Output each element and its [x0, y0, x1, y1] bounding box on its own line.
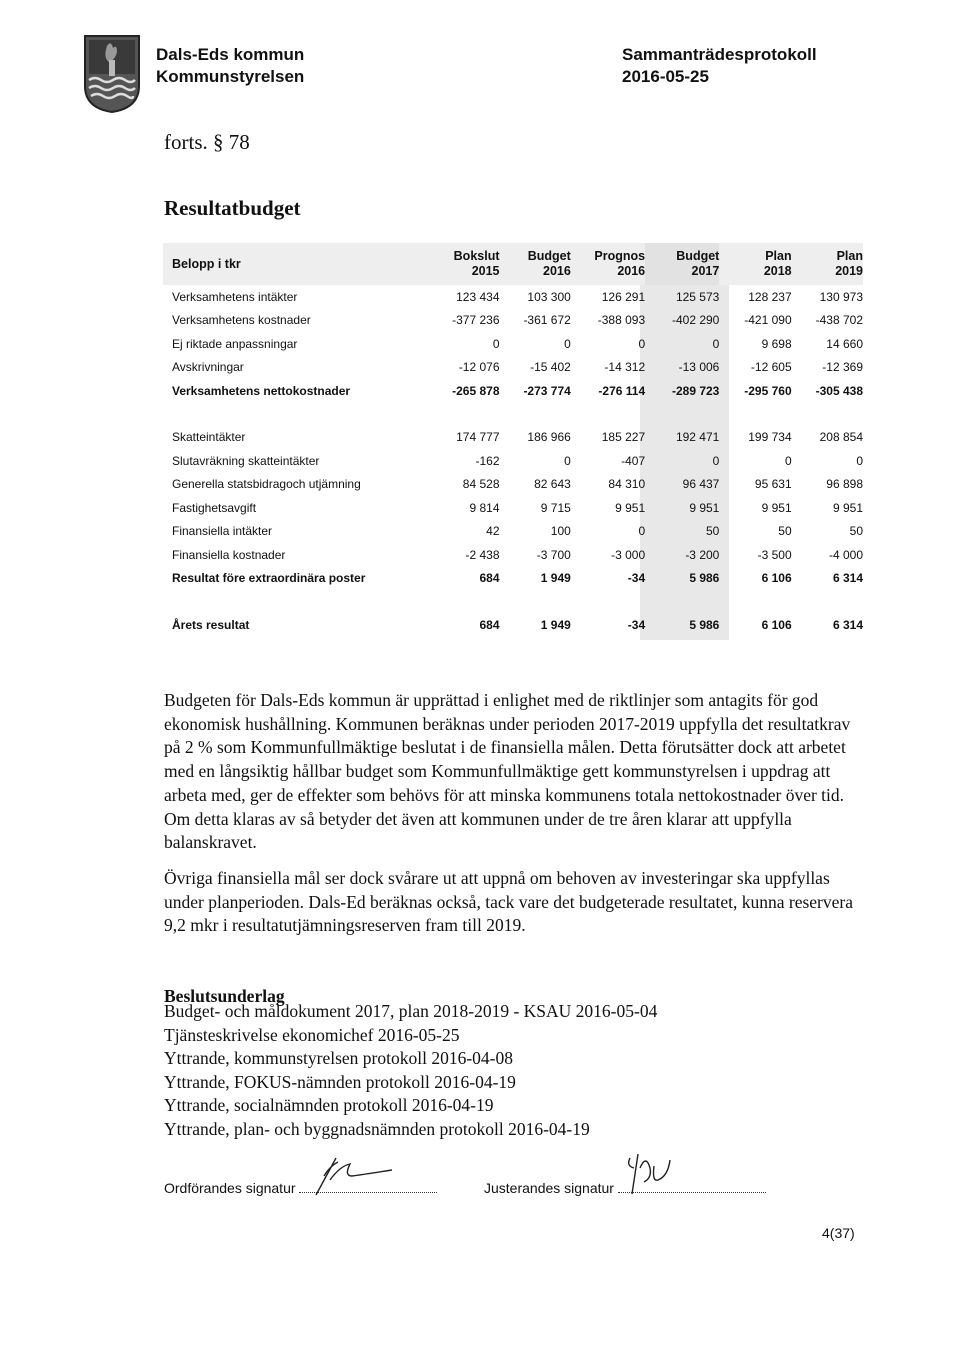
table-cell: -162: [475, 453, 500, 468]
table-row: [163, 332, 863, 356]
header-right: [622, 44, 817, 88]
table-cell: 0: [784, 453, 792, 468]
table-cell: 6 106: [761, 617, 792, 632]
row-label: Ej riktade anpassningar: [172, 336, 298, 351]
table-cell: -276 114: [598, 383, 646, 398]
table-spacer: [163, 403, 863, 426]
table-cell: 123 434: [456, 289, 500, 304]
table-row: [163, 449, 863, 473]
table-row: [163, 496, 863, 520]
budget-table: [163, 243, 863, 637]
table-group-operations: [163, 285, 863, 403]
column-header-label: Belopp i tkr: [172, 256, 241, 271]
table-cell: -14 312: [604, 360, 646, 375]
table-cell: -273 774: [523, 383, 571, 398]
table-cell: -438 702: [815, 313, 863, 328]
table-cell: 192 471: [675, 430, 720, 445]
table-cell: 84 310: [608, 477, 646, 492]
table-cell: 50: [778, 524, 792, 539]
row-label: Årets resultat: [172, 617, 250, 632]
table-cell: 0: [492, 336, 500, 351]
table-cell: 9 951: [615, 500, 646, 515]
table-cell: -12 369: [822, 360, 863, 375]
table-cell: 0: [856, 453, 863, 468]
table-cell: -361 672: [523, 313, 571, 328]
budget-table-container: [163, 243, 863, 637]
table-cell: -265 878: [452, 383, 500, 398]
table-cell: -377 236: [452, 313, 500, 328]
row-label: Slutavräkning skatteintäkter: [172, 453, 320, 468]
table-cell: 6 106: [761, 571, 792, 586]
meeting-date: 2016-05-25: [622, 67, 709, 86]
row-label: Finansiella kostnader: [172, 547, 286, 562]
table-cell: 128 237: [748, 289, 792, 304]
table-cell: 9 951: [689, 500, 720, 515]
beslutsunderlag-list: [164, 1000, 657, 1141]
table-group-result: [163, 613, 863, 637]
table-cell: 174 777: [456, 430, 500, 445]
row-label: Skatteintäkter: [172, 430, 246, 445]
table-cell: -289 723: [671, 383, 720, 398]
table-cell: 14 660: [826, 336, 863, 351]
table-cell: 684: [479, 617, 500, 632]
section-reference: forts. § 78: [164, 130, 250, 154]
column-header: Plan 2018: [763, 249, 792, 278]
table-cell: -34: [627, 617, 646, 632]
row-label: Verksamhetens intäkter: [172, 289, 298, 304]
table-cell: -12 605: [750, 360, 792, 375]
document-type: Sammanträdesprotokoll: [622, 45, 817, 64]
table-cell: 95 631: [754, 477, 792, 492]
table-cell: -305 438: [815, 383, 863, 398]
table-cell: 1 949: [540, 617, 571, 632]
list-item: Budget- och måldokument 2017, plan 2018-2019 - KSAU 2016-05-04: [164, 1001, 658, 1021]
table-row: [163, 426, 863, 450]
page-number: 4(37): [822, 1225, 855, 1241]
table-row: [163, 285, 863, 309]
table-cell: 208 854: [819, 430, 863, 445]
list-item: Tjänsteskrivelse ekonomichef 2016-05-25: [164, 1024, 460, 1045]
table-cell: -3 700: [536, 547, 571, 562]
table-cell: 96 437: [682, 477, 720, 492]
table-cell: 0: [712, 336, 720, 351]
table-row: [163, 543, 863, 567]
row-label: Verksamhetens kostnader: [172, 313, 311, 328]
row-label: Finansiella intäkter: [172, 524, 273, 539]
beslutsunderlag-heading: Beslutsunderlag: [164, 986, 285, 1006]
table-cell: 5 986: [689, 571, 720, 586]
table-cell: 9 951: [832, 500, 863, 515]
table-cell: 84 528: [462, 477, 500, 492]
table-cell: 9 715: [540, 500, 571, 515]
row-label: Resultat före extraordinära poster: [172, 571, 366, 586]
column-header: Plan 2019: [835, 249, 863, 278]
table-row: [163, 567, 863, 591]
table-cell: -3 500: [757, 547, 792, 562]
table-cell: 82 643: [534, 477, 571, 492]
table-cell: 125 573: [675, 289, 720, 304]
row-label: Fastighetsavgift: [172, 500, 257, 515]
municipality-coat-of-arms-icon: [83, 34, 141, 114]
table-cell: 1 949: [540, 571, 571, 586]
row-label: Avskrivningar: [172, 360, 244, 375]
table-cell: 9 814: [469, 500, 500, 515]
column-header: Prognos 2016: [594, 249, 646, 278]
paragraph-1: Budgeten för Dals-Eds kommun är upprättad i enlighet med de riktlinjer som antagits för god ekonomisk hushållning. Kommunen beräknas under perioden 2017-2019 uppfylla det resultatkrav på 2 % som Kommunfullmäktige beslutat i de finansiella målen. Detta förutsätter dock att arbetet med en långsiktig hållbar budget som Kommunfullmäktige gett kommunstyrelsen i uppdrag att arbeta med, ger de effekter som behövs för att minska kommunens totala nettokostnader över tid. Om detta klaras av så betyder det även att kommunen under de tre åren klarar att uppfylla balanskravet.: [164, 690, 851, 853]
table-cell: 50: [705, 524, 720, 539]
table-group-financing: [163, 426, 863, 591]
table-cell: -421 090: [744, 313, 792, 328]
table-cell: -295 760: [744, 383, 792, 398]
table-cell: 100: [550, 524, 571, 539]
column-header: Budget 2016: [527, 249, 571, 278]
table-cell: 199 734: [748, 430, 792, 445]
table-cell: 9 698: [761, 336, 792, 351]
column-header: Budget 2017: [645, 243, 719, 285]
adjuster-signature-label: Justerandes signatur: [484, 1180, 614, 1196]
table-cell: 0: [564, 453, 571, 468]
table-row: [163, 379, 863, 403]
table-cell: -402 290: [671, 313, 720, 328]
table-cell: 9 951: [761, 500, 792, 515]
chair-handwritten-signature: [296, 1150, 406, 1200]
table-cell: 0: [564, 336, 571, 351]
table-cell: -3 200: [685, 547, 720, 562]
table-cell: 50: [849, 524, 863, 539]
table-cell: -12 076: [458, 360, 500, 375]
row-label: Verksamhetens nettokostnader: [172, 383, 351, 398]
table-cell: 0: [712, 453, 720, 468]
table-cell: -2 438: [465, 547, 500, 562]
table-row: [163, 613, 863, 637]
table-row: [163, 473, 863, 497]
table-row: [163, 520, 863, 544]
paragraph-2: Övriga finansiella mål ser dock svårare ut att uppnå om behoven av investeringar ska uppfyllas under planperioden. Dals-Ed beräknas också, tack vare det budgeterade resultatet, kunna reservera 9,2 mkr i resultatutjämningsreserven fram till 2019.: [164, 868, 853, 936]
table-spacer: [163, 590, 863, 613]
table-cell: -13 006: [678, 360, 720, 375]
table-cell: 0: [638, 336, 646, 351]
table-cell: 0: [638, 524, 646, 539]
table-cell: 186 966: [527, 430, 571, 445]
table-cell: 684: [479, 571, 500, 586]
list-item: Yttrande, FOKUS-nämnden protokoll 2016-04-19: [164, 1071, 516, 1092]
table-cell: -388 093: [597, 313, 646, 328]
table-cell: 130 973: [819, 289, 863, 304]
header-left: [156, 44, 304, 88]
list-item: Yttrande, socialnämnden protokoll 2016-04-19: [164, 1095, 494, 1115]
table-cell: 126 291: [601, 289, 646, 304]
list-item: Yttrande, kommunstyrelsen protokoll 2016-04-08: [164, 1048, 513, 1068]
table-cell: -3 000: [611, 547, 646, 562]
list-item: Yttrande, plan- och byggnadsnämnden protokoll 2016-04-19: [164, 1118, 590, 1139]
table-row: [163, 309, 863, 333]
table-cell: 6 314: [832, 617, 863, 632]
chair-signature-label: Ordförandes signatur: [164, 1180, 296, 1196]
department: Kommunstyrelsen: [156, 67, 305, 86]
table-cell: 6 314: [832, 571, 863, 586]
table-cell: 96 898: [826, 477, 863, 492]
table-cell: -15 402: [530, 360, 571, 375]
table-cell: -4 000: [828, 547, 863, 562]
table-cell: -407: [621, 453, 646, 468]
table-cell: 5 986: [689, 617, 720, 632]
column-header: Bokslut 2015: [453, 249, 500, 278]
row-label: Generella statsbidragoch utjämning: [172, 477, 361, 492]
table-cell: 185 227: [601, 430, 646, 445]
table-row: [163, 356, 863, 380]
adjuster-handwritten-signature: [620, 1148, 690, 1200]
org-name: Dals-Eds kommun: [156, 45, 305, 64]
table-cell: 42: [486, 524, 500, 539]
page-title: Resultatbudget: [164, 196, 301, 220]
table-header-row: [163, 243, 863, 285]
table-cell: 103 300: [527, 289, 571, 304]
table-cell: -34: [627, 571, 646, 586]
